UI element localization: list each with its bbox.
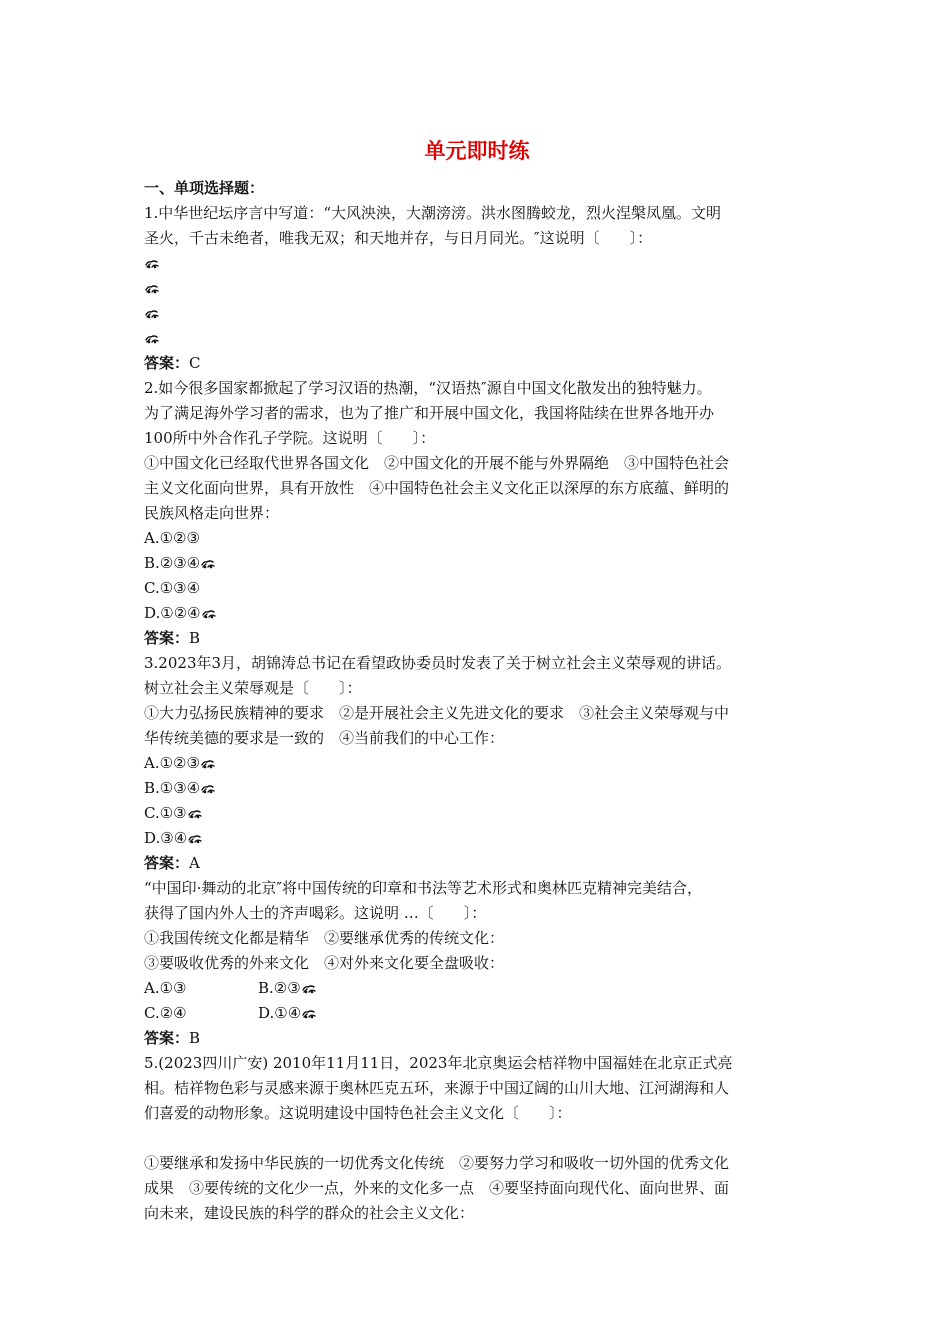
option-c: C.①③④ (144, 579, 201, 597)
question-text: 圣火，千古未绝者，唯我无双；和天地并存，与日月同光。″这说明〔 〕： (144, 229, 653, 247)
question-text: 主义文化面向世界，具有开放性 ④中国特色社会主义文化正以深厚的东方底蕴、鲜明的 (144, 479, 730, 497)
answer: 答案：C (144, 354, 201, 372)
question-text: ③要吸收优秀的外来文化 ④对外来文化要全盘吸收： (144, 954, 505, 972)
question-text: 成果 ③要传统的文化少一点，外来的文化多一点 ④要坚持面向现代化、面向世界、面 (144, 1179, 730, 1197)
question-text: ①大力弘扬民族精神的要求 ②是开展社会主义先进文化的要求 ③社会主义荣辱观与中 (144, 704, 730, 722)
broken-glyph-icon (145, 309, 159, 319)
broken-glyph-icon (201, 784, 215, 794)
question-text: 为了满足海外学习者的需求，也为了推广和开展中国文化，我国将陆续在世界各地开办 (144, 404, 715, 422)
option-placeholder (144, 251, 810, 276)
option-d: D.①④ (258, 1001, 316, 1026)
question-text: “中国印·舞动的北京″将中国传统的印章和书法等艺术形式和奥林匹克精神完美结合， (144, 879, 703, 897)
option-a: A.①③ (144, 979, 187, 997)
answer: 答案：B (144, 629, 201, 647)
question-text: ①要继承和发扬中华民族的一切优秀文化传统 ②要努力学习和吸收一切外国的优秀文化 (144, 1154, 730, 1172)
question-text: 树立社会主义荣辱观是〔 〕： (144, 679, 362, 697)
page-title: 单元即时练 (424, 139, 530, 163)
question-text: 获得了国内外人士的齐声喝彩。这说明 …〔 〕： (144, 904, 487, 922)
option-b: B.②③④ (144, 551, 810, 576)
broken-glyph-icon (188, 809, 202, 819)
option-d: D.③④ (144, 826, 810, 851)
question-text: 2.如今很多国家都掀起了学习汉语的热潮，“汉语热″源自中国文化散发出的独特魅力。 (144, 379, 712, 397)
option-placeholder (144, 301, 810, 326)
question-4 (144, 876, 810, 1051)
document-page (144, 136, 810, 1226)
question-1 (144, 201, 810, 376)
option-a: A.①②③ (144, 751, 810, 776)
broken-glyph-icon (188, 834, 202, 844)
broken-glyph-icon (302, 1009, 316, 1019)
question-text: 华传统美德的要求是一致的 ④当前我们的中心工作： (144, 729, 505, 747)
option-row (144, 976, 810, 1001)
option-placeholder (144, 326, 810, 351)
question-text: 100所中外合作孔子学院。这说明〔 〕： (144, 429, 436, 447)
answer: 答案：A (144, 854, 200, 872)
option-b: B.②③ (258, 976, 316, 1001)
question-text: 民族风格走向世界： (144, 504, 280, 522)
answer: 答案：B (144, 1029, 201, 1047)
broken-glyph-icon (201, 559, 215, 569)
question-text: 相。桔祥物色彩与灵感来源于奥林匹克五环，来源于中国辽阔的山川大地、江河湖海和人 (144, 1079, 730, 1097)
question-text: 们喜爱的动物形象。这说明建设中国特色社会主义文化〔 〕： (144, 1104, 572, 1122)
question-5 (144, 1051, 810, 1226)
broken-glyph-icon (145, 334, 159, 344)
option-row (144, 1001, 810, 1026)
question-text: 向未来，建设民族的科学的群众的社会主义文化： (144, 1204, 475, 1222)
option-placeholder (144, 276, 810, 301)
question-text: ①我国传统文化都是精华 ②要继承优秀的传统文化： (144, 929, 505, 947)
question-3 (144, 651, 810, 876)
broken-glyph-icon (302, 984, 316, 994)
question-text: 1.中华世纪坛序言中写道：“大风泱泱，大潮滂滂。洪水图腾蛟龙，烈火涅槃凤凰。文明 (144, 204, 721, 222)
section-heading: 一、单项选择题： (144, 179, 265, 197)
broken-glyph-icon (201, 759, 215, 769)
question-text: ①中国文化已经取代世界各国文化 ②中国文化的开展不能与外界隔绝 ③中国特色社会 (144, 454, 730, 472)
question-text: 3.2023年3月，胡锦涛总书记在看望政协委员时发表了关于树立社会主义荣辱观的讲话。 (144, 654, 732, 672)
broken-glyph-icon (145, 259, 159, 269)
broken-glyph-icon (145, 284, 159, 294)
question-2 (144, 376, 810, 651)
question-text: 5.(2023四川广安) 2010年11月11日，2023年北京奥运会桔祥物中国福娃在北京正式亮 (144, 1054, 733, 1072)
option-b: B.①③④ (144, 776, 810, 801)
option-c: C.②④ (144, 1004, 187, 1022)
option-d: D.①②④ (144, 601, 810, 626)
option-a: A.①②③ (144, 529, 200, 547)
broken-glyph-icon (202, 609, 216, 619)
option-c: C.①③ (144, 801, 810, 826)
